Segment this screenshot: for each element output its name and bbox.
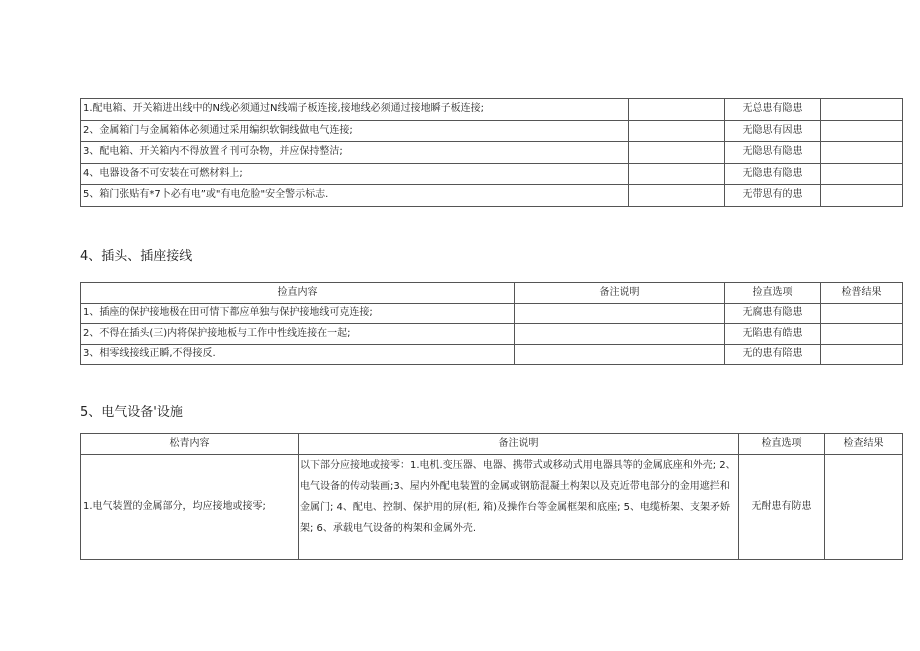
check-option[interactable]: 无隐思有隐患	[725, 142, 821, 164]
check-content: 1、插座的保护接地极在田可情下都应单独与保护接地线可克连接;	[81, 303, 515, 324]
result-cell[interactable]	[825, 455, 903, 560]
header-content: 捡直内容	[81, 283, 515, 304]
check-option[interactable]: 无带思有的患	[725, 185, 821, 207]
table-row	[81, 142, 903, 164]
check-content: 3、配电箱、开关箱内不得放置彳刊可杂物，并应保持整洁;	[81, 142, 629, 164]
result-cell[interactable]	[821, 344, 903, 365]
table-row	[81, 324, 903, 345]
check-option[interactable]: 无酎患有防患	[739, 455, 825, 560]
check-content: 4、电器设备不可安装在可燃材料上;	[81, 163, 629, 185]
check-option[interactable]: 无腐患有隐患	[725, 303, 821, 324]
note-cell[interactable]	[629, 163, 725, 185]
check-option[interactable]: 无陷患有皓患	[725, 324, 821, 345]
header-option: 检直选项	[739, 434, 825, 455]
result-cell[interactable]	[821, 303, 903, 324]
table-header-row	[81, 283, 903, 304]
note-cell[interactable]	[629, 99, 725, 121]
note-cell[interactable]	[629, 142, 725, 164]
section5-checklist-table	[80, 433, 903, 560]
note-cell[interactable]	[515, 303, 725, 324]
note-cell[interactable]	[515, 344, 725, 365]
check-option[interactable]: 无隐患有隐患	[725, 163, 821, 185]
header-note: 备注说明	[515, 283, 725, 304]
table-row	[81, 99, 903, 121]
note-cell[interactable]	[629, 185, 725, 207]
result-cell[interactable]	[821, 99, 903, 121]
check-option[interactable]: 无总患有隐患	[725, 99, 821, 121]
result-cell[interactable]	[821, 185, 903, 207]
table-header-row	[81, 434, 903, 455]
result-cell[interactable]	[821, 142, 903, 164]
header-note: 备注说明	[299, 434, 739, 455]
result-cell[interactable]	[821, 324, 903, 345]
note-cell[interactable]	[629, 120, 725, 142]
table-row	[81, 303, 903, 324]
table-row	[81, 163, 903, 185]
header-content: 松青内容	[81, 434, 299, 455]
check-content: 2、金属箱门与金属箱体必须通过采用编织软铜线做电气连接;	[81, 120, 629, 142]
header-option: 捡直选项	[725, 283, 821, 304]
header-result: 检查结果	[825, 434, 903, 455]
table-row	[81, 455, 903, 560]
header-result: 检普结果	[821, 283, 903, 304]
check-content: 5、箱门张贴有*7卜必有电”或"有电危脸"安全警示标志.	[81, 185, 629, 207]
table-row	[81, 185, 903, 207]
table-row	[81, 344, 903, 365]
note-cell[interactable]	[515, 324, 725, 345]
check-content: 1.配电箱、开关箱进出线中的N线必须通过N线端子板连接,接地线必须通过接地瞬子板连接;	[81, 99, 629, 121]
note-cell[interactable]: 以下部分应接地或接零：1.电机.变压器、电器、携带式或移动式用电器具等的金属底座和外壳; 2、电气设备的传动装画;3、屋内外配电装置的金属或钢筋混凝土构架以及克近带电部分的金用遮拦和金属门; 4、配电、控制、保护用的屏(柜, 箱)及操作台等金属框架和底座; 5、电缆桥架、支架矛娇架; 6、承载电气设备的构架和金属外壳.	[299, 455, 739, 560]
section-heading-equipment: 5、电气设备'设施	[80, 405, 183, 420]
check-content: 3、相零线接线正瞬,不得接反.	[81, 344, 515, 365]
check-content: 1.电气装置的金属部分，均应接地或接零;	[81, 455, 299, 560]
check-content: 2、不得在插头(三)内将保护接地板与工作中性线连接在一起;	[81, 324, 515, 345]
check-option[interactable]: 无的患有陪患	[725, 344, 821, 365]
table-row	[81, 120, 903, 142]
result-cell[interactable]	[821, 163, 903, 185]
section-heading-plugs: 4、插头、插座接线	[80, 249, 193, 264]
section4-checklist-table	[80, 282, 903, 365]
result-cell[interactable]	[821, 120, 903, 142]
check-option[interactable]: 无隐思有因患	[725, 120, 821, 142]
section3-checklist-table	[80, 98, 903, 207]
